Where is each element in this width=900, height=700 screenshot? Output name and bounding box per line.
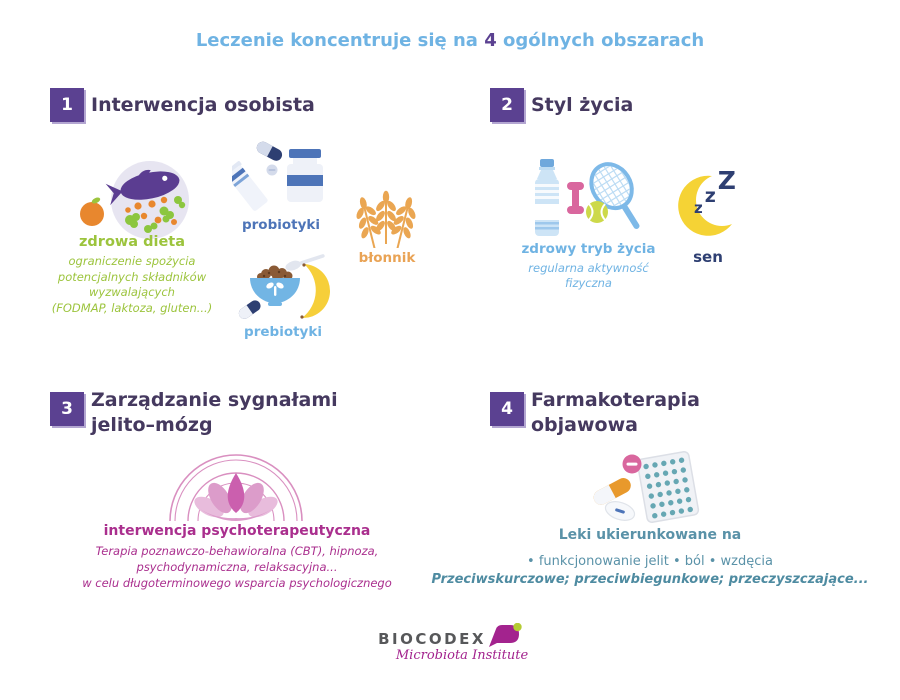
lifestyle-subtext bbox=[506, 261, 671, 291]
probiotics-icon bbox=[232, 139, 324, 217]
page-title bbox=[0, 30, 900, 51]
section-4-title-line: Farmakoterapia bbox=[531, 389, 700, 411]
prebiotics-label: prebiotyki bbox=[244, 324, 322, 340]
lifestyle-label: zdrowy tryb życia bbox=[521, 241, 656, 257]
biocodex-brand-text: BIOCODEX bbox=[378, 630, 486, 648]
section-4-badge: 4 bbox=[490, 392, 524, 426]
lifestyle-subtext-line: fizyczna bbox=[565, 276, 612, 290]
diet-subtext-line: ograniczenie spożycia bbox=[68, 254, 196, 268]
psychotherapy-subtext-line: Terapia poznawczo-behawioralna (CBT), hipnoza, bbox=[95, 544, 379, 558]
diet-subtext-line: wyzwalających bbox=[89, 285, 175, 299]
diet-label: zdrowa dieta bbox=[78, 234, 186, 250]
section-2-badge: 2 bbox=[490, 88, 524, 122]
zzz-letter: Z bbox=[717, 166, 736, 195]
section-1-badge: 1 bbox=[50, 88, 84, 122]
title-post: ogólnych obszarach bbox=[496, 30, 705, 51]
pharma-drug-types: Przeciwskurczowe; przeciwbiegunkowe; przeczyszczające... bbox=[431, 572, 869, 587]
section-4-title-line: objawowa bbox=[531, 414, 638, 436]
fiber-label: błonnik bbox=[358, 250, 416, 266]
section-1-title: Interwencja osobista bbox=[91, 94, 315, 116]
diet-subtext-line: (FODMAP, laktoza, gluten...) bbox=[51, 300, 213, 315]
active-lifestyle-icon bbox=[527, 158, 655, 238]
pharma-targets: • funkcjonowanie jelit • ból • wzdęcia bbox=[527, 554, 773, 569]
sleep-label: sen bbox=[693, 248, 723, 266]
diet-subtext-line: potencjalnych składników bbox=[57, 269, 207, 284]
section-3-title-line: Zarządzanie sygnałami bbox=[91, 389, 338, 411]
section-3-title bbox=[91, 388, 338, 438]
section-3-badge: 3 bbox=[50, 392, 84, 426]
lifestyle-subtext-line: regularna aktywność bbox=[528, 261, 649, 275]
biocodex-logo-icon bbox=[488, 623, 522, 649]
psychotherapy-subtext-line: w celu długoterminowego wsparcia psychologicznego bbox=[82, 576, 392, 590]
probiotics-label: probiotyki bbox=[241, 217, 321, 233]
zzz-glyphs bbox=[694, 166, 736, 217]
section-3-title-line: jelito–mózg bbox=[91, 414, 213, 436]
pills-icon bbox=[580, 447, 702, 525]
title-pre: Leczenie koncentruje się na bbox=[195, 30, 485, 51]
section-2-title: Styl życia bbox=[531, 94, 634, 116]
psychotherapy-label: interwencja psychoterapeutyczna bbox=[103, 523, 371, 539]
lotus-icon bbox=[160, 447, 312, 523]
pharma-target-label: Leki ukierunkowane na bbox=[558, 527, 742, 543]
diet-subtext bbox=[22, 254, 242, 316]
zzz-letter: z bbox=[704, 185, 716, 207]
healthy-diet-icon bbox=[78, 156, 200, 240]
biocodex-logo bbox=[0, 626, 900, 663]
psychotherapy-subtext-line: psychodynamiczna, relaksacyjna... bbox=[136, 560, 338, 574]
title-number: 4 bbox=[484, 30, 497, 51]
psychotherapy-subtext bbox=[57, 543, 417, 591]
prebiotics-icon bbox=[236, 250, 332, 324]
section-4-title bbox=[531, 388, 700, 438]
zzz-letter: z bbox=[694, 199, 703, 217]
fiber-wheat-icon bbox=[350, 182, 422, 248]
biocodex-tagline: Microbiota Institute bbox=[395, 648, 529, 663]
